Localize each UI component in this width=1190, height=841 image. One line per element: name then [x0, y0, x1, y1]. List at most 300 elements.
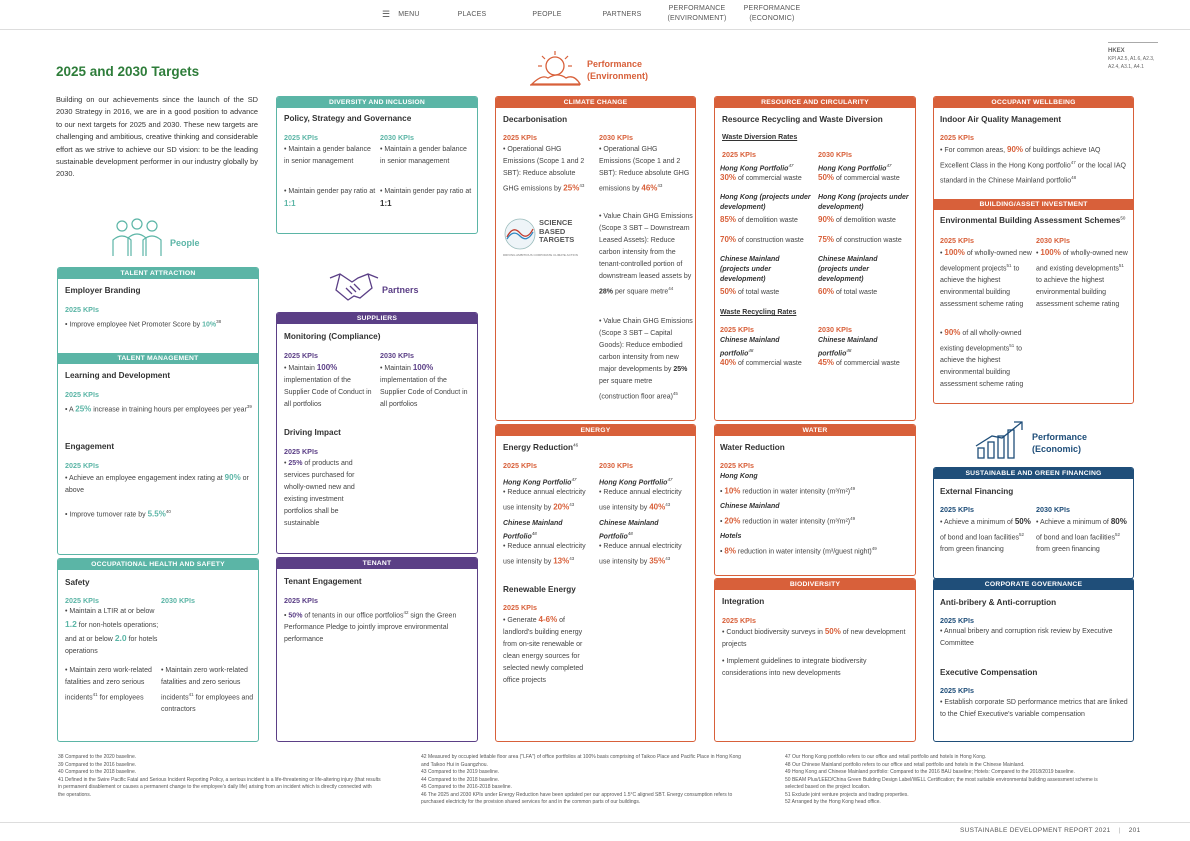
climate-box [495, 96, 696, 421]
fn-49: 49 Hong Kong and Chinese Mainland portfolio: Compared to the 2016 BAU baseline; Hotels: Compared to the 2018/2019 baseline. [785, 769, 1075, 775]
bio-a: • Conduct biodiversity surveys in [722, 629, 825, 636]
occupant-header: OCCUPANT WELLBEING [934, 97, 1133, 108]
res-v1-t: of commercial waste [736, 175, 802, 182]
suppliers-box [276, 312, 478, 554]
diversity-title: Policy, Strategy and Governance [284, 114, 412, 123]
bio-v: 50% [824, 627, 841, 636]
res-30-cm [818, 336, 890, 359]
res-v9-t: of commercial waste [736, 360, 802, 367]
intro-paragraph: Building on our achievements since the launch of the SD 2030 Strategy in 2016, we are in a good position to advance to our next targets for 2025 and 2030. These new targets are challenging and ambitious, creative thinking and considerable effort as we strive to achieve our SD vision: to be the leading sustainable development performer in our industry globally by 2030. [56, 95, 258, 179]
environment-icon [528, 48, 582, 88]
res-25-hk-kpi [720, 172, 802, 185]
energy-25-hk-kpi [503, 487, 595, 514]
ohs-ltir-v1: 1.2 [65, 619, 77, 629]
tenant-b: of tenants in our office portfolios [302, 612, 404, 620]
building-25-s: 51 [1006, 263, 1012, 268]
building-30-s: 51 [1118, 263, 1124, 268]
financing-2025-label: 2025 KPIs [940, 505, 974, 514]
talent-nps [65, 316, 255, 331]
tm-engagement-value: 90% [224, 473, 241, 482]
tenant-pledge [284, 607, 474, 646]
resource-2025-label: 2025 KPIs [722, 150, 756, 159]
energy-30-cm [599, 519, 669, 542]
nav-perf-eco[interactable] [742, 4, 802, 24]
diversity-2025-label: 2025 KPIs [284, 133, 318, 142]
climate-va: 25% [563, 183, 580, 193]
nav-partners[interactable]: PARTNERS [602, 11, 642, 18]
climate-c2: per square metre [613, 288, 669, 296]
report-footer: SUSTAINABLE DEVELOPMENT REPORT 2021 | 201 [960, 827, 1141, 834]
gov-2025-label-1: 2025 KPIs [940, 616, 974, 625]
suppliers-25-b: implementation of the Supplier Code of Conduct in all portfolios [284, 377, 372, 408]
economic-icon [974, 418, 1028, 460]
nav-menu[interactable]: MENU [398, 11, 420, 18]
tm-engagement-a: • Achieve an employee engagement index rating at [65, 475, 225, 482]
ebas-title [940, 215, 1125, 228]
energy-25-cm [503, 519, 573, 542]
gov-comp: • Establish corporate SD performance metrics that are linked to the Chief Executive's variable compensation [940, 699, 1128, 718]
energy-header: ENERGY [496, 425, 695, 436]
tm-turnover-a: • Improve turnover rate by [65, 511, 148, 519]
fn-48: 48 Our Chinese Mainland portfolio refers to our office and retail portfolio and hotels in the Chinese Mainland. [785, 761, 1025, 768]
people-icon [108, 216, 166, 260]
ohs-25-fatal-sup: 41 [92, 692, 98, 697]
sbti-line2: BASED [539, 226, 566, 236]
energy-30-cm-kpi [599, 541, 693, 568]
renewable-a: • Generate [503, 617, 539, 624]
nav-perf-env-1: PERFORMANCE [668, 5, 726, 12]
nav-people[interactable]: PEOPLE [532, 11, 562, 18]
ohs-ltir-c: for hotels operations [65, 636, 158, 655]
employer-branding-title: Employer Branding [65, 286, 141, 295]
fin-25-s: 52 [1019, 532, 1025, 537]
res-v3: 85% [720, 215, 737, 224]
energy-v1-sup: 43 [569, 502, 575, 507]
resource-2030-label-2: 2030 KPIs [818, 325, 852, 334]
climate-b: • Operational GHG Emissions (Scope 1 and 2 SBT): Reduce absolute GHG emissions by [599, 146, 690, 193]
fn-46b: purchased electricity for the provision shared services for and in the common parts of our buildings. [421, 799, 641, 805]
res-v2: 50% [818, 173, 835, 182]
energy-title-sup: 46 [573, 442, 579, 448]
menu-icon[interactable]: ☰ [382, 9, 391, 19]
climate-sd: 45 [672, 391, 678, 396]
fin-30-c: from green financing [1036, 546, 1100, 554]
energy-25-cm-sup: 48 [531, 531, 537, 536]
financing-box [933, 467, 1134, 579]
tm-2025-label-2: 2025 KPIs [65, 461, 99, 470]
suppliers-25-a: • Maintain [284, 365, 317, 372]
res-v6: 75% [818, 235, 835, 244]
res-30-hkd: Hong Kong (projects under development) [818, 194, 909, 211]
tm-training [65, 401, 255, 416]
energy-25-hk-text: Hong Kong Portfolio [503, 479, 572, 487]
diversity-25-b-text: • Maintain gender pay ratio at [284, 188, 376, 195]
climate-30-capital [599, 316, 693, 403]
waste-diversion-label: Waste Diversion Rates [722, 134, 798, 141]
nav-perf-env[interactable] [664, 4, 730, 24]
tm-engagement-b: or above [65, 475, 249, 494]
suppliers-header: SUPPLIERS [277, 313, 477, 324]
res-25-hk-t: Hong Kong Portfolio [720, 165, 789, 173]
suppliers-d: of products and services purchased for wholly-owned new and existing investment portfolios shall be sustainable [284, 460, 355, 527]
res-25-hkd: Hong Kong (projects under development) [720, 194, 811, 211]
governance-box [933, 578, 1134, 742]
energy-v2-sup: 43 [665, 502, 671, 507]
suppliers-30-v: 100% [412, 363, 434, 372]
energy-25-hk-t: • Reduce annual electricity use intensity by [503, 489, 586, 512]
fn-42b: and Taikoo Hui in Guangzhou. [421, 761, 488, 768]
financing-25-kpi [940, 516, 1032, 556]
renewable-2025-label: 2025 KPIs [503, 603, 537, 612]
ohs-25-fatal-a: • Maintain zero work-related fatalities and zero serious incidents [65, 667, 152, 702]
resource-2025-label-2: 2025 KPIs [720, 325, 754, 334]
ohs-ltir-a: • Maintain a LTIR at or below [65, 608, 155, 615]
tenant-header: TENANT [277, 558, 477, 569]
energy-30-hk-sup: 47 [667, 477, 673, 482]
talent-nps-value: 10% [202, 321, 217, 329]
building-c-s: 51 [1009, 343, 1015, 348]
talent-nps-text: • Improve employee Net Promoter Score by [65, 321, 203, 329]
tm-training-value: 25% [75, 404, 92, 414]
res-v1: 30% [720, 173, 737, 182]
energy-30-cm-t: • Reduce annual electricity use intensity by [599, 543, 682, 566]
fin-25-c: from green financing [940, 546, 1004, 554]
building-2025-label: 2025 KPIs [940, 236, 974, 245]
fn-46a: 46 The 2025 and 2030 KPIs under Energy Reduction have been updated per our approved 1.5°C aligned SBT. Energy consumption refers to [421, 791, 733, 798]
fn-51: 51 Exclude joint venture projects and trading properties. [785, 791, 909, 798]
fn-41c: the operations. [58, 791, 92, 798]
climate-30-ghg [599, 144, 691, 195]
water-v1: 10% [724, 486, 741, 496]
bio-guidelines: • Implement guidelines to integrate biodiversity considerations into new developments [722, 658, 867, 677]
energy-30-hk-text: Hong Kong Portfolio [599, 479, 668, 487]
suppliers-25-v: 100% [316, 363, 338, 372]
env-label [587, 58, 648, 82]
res-v3-t: of demolition waste [736, 217, 798, 224]
talent-attraction-header: TALENT ATTRACTION [58, 268, 258, 279]
building-30-kpi: • 100% of wholly-owned new and existing developments$^{51}$ to achieve the highest environmental building assessment scheme rating [1036, 248, 1128, 309]
ohs-ltir [65, 606, 161, 658]
res-30-hk-t: Hong Kong Portfolio [818, 165, 887, 173]
iaq-title: Indoor Air Quality Management [940, 115, 1062, 124]
res-v9: 40% [720, 358, 737, 367]
res-v4-t: of demolition waste [834, 217, 896, 224]
engagement-title: Engagement [65, 442, 115, 451]
energy-30-hk-kpi [599, 487, 693, 514]
energy-v3: 13% [553, 556, 570, 566]
fn-39: 39 Compared to the 2016 baseline. [58, 761, 137, 768]
tenant-sup: 42 [403, 610, 409, 615]
tenant-c: sign the Green Performance Pledge to jointly improve environmental performance [284, 612, 457, 644]
suppliers-c: • [284, 460, 289, 467]
financing-title: External Financing [940, 487, 1014, 496]
fin-v2: 80% [1110, 517, 1127, 526]
fn-38: 38 Compared to the 2020 baseline. [58, 754, 137, 760]
partners-label: Partners [382, 285, 419, 295]
energy-v2: 40% [649, 502, 666, 512]
res-v7-t: of total waste [736, 289, 780, 296]
climate-25-ghg [503, 144, 591, 195]
building-header: BUILDING/ASSET INVESTMENT [934, 199, 1133, 210]
ebas-title-s: 50 [1120, 215, 1126, 221]
ohs-25-fatal-b: for employees [97, 694, 144, 702]
nav-perf-env-2: (ENVIRONMENT) [667, 15, 727, 22]
building-c2: to achieve the highest environmental building assessment scheme rating [940, 345, 1024, 389]
sbti-line3: TARGETS [539, 235, 575, 244]
res-25-tw [720, 286, 779, 299]
water-v2-s: 49 [850, 516, 856, 521]
eco-label-2: (Economic) [1032, 444, 1082, 454]
energy-30-cm-sup: 48 [627, 531, 633, 536]
eco-label-1: Performance [1032, 432, 1088, 442]
gov-2025-label-2: 2025 KPIs [940, 686, 974, 695]
biodiversity-box [714, 578, 916, 742]
renewable-title: Renewable Energy [503, 585, 576, 594]
bio-b: of new development projects [722, 629, 906, 648]
climate-2030-label: 2030 KPIs [599, 133, 633, 142]
res-v4: 90% [818, 215, 835, 224]
building-c: of all wholly-owned existing developments [940, 330, 1022, 353]
tm-training-b: increase in training hours per employees per year [91, 406, 247, 414]
eco-label [1032, 431, 1087, 455]
res-30-cm-s: 48 [846, 348, 852, 353]
diversity-30-ratio: 1:1 [380, 199, 392, 208]
res-25-cm [720, 336, 792, 359]
res-v10-t: of commercial waste [834, 360, 900, 367]
climate-30-leased [599, 211, 693, 298]
fn-41b: in permanent disablement or causes a permanent change to the employee's daily life) arising from an incident which is directly connected with [58, 784, 372, 790]
antibribery-title: Anti-bribery & Anti-corruption [940, 598, 1057, 607]
gov-bribery: • Annual bribery and corruption risk review by Executive Committee [940, 628, 1113, 647]
water-hotels: Hotels [720, 533, 742, 540]
energy-2030-label: 2030 KPIs [599, 461, 633, 470]
renewable-kpi [503, 614, 595, 687]
talent-box [57, 267, 259, 555]
fn-45: 45 Compared to the 2016-2018 baseline. [421, 784, 512, 790]
bio-survey [722, 626, 912, 651]
fin-30-s: 52 [1115, 532, 1121, 537]
building-25-a2: to achieve the highest environmental building assessment scheme rating [940, 265, 1024, 309]
suppliers-sustainable [284, 458, 368, 530]
tm-engagement [65, 472, 255, 497]
res-30-cm-kpi [818, 357, 900, 370]
fn-50b: selected based on the project location. [785, 784, 871, 790]
report-name: SUSTAINABLE DEVELOPMENT REPORT 2021 [960, 827, 1111, 834]
financing-header: SUSTAINABLE AND GREEN FINANCING [934, 468, 1133, 479]
nav-places[interactable]: PLACES [457, 11, 487, 18]
governance-header: CORPORATE GOVERNANCE [934, 579, 1133, 590]
energy-30-hk-t: • Reduce annual electricity use intensity by [599, 489, 682, 512]
building-30-b: of wholly-owned new and existing developments [1036, 250, 1128, 273]
climate-d: • Value Chain GHG Emissions (Scope 3 SBT – Capital Goods): Reduce embodied carbon intensity from new major developments by [599, 318, 693, 373]
energy-v3-sup: 43 [569, 556, 575, 561]
resource-2030-label: 2030 KPIs [818, 150, 852, 159]
diversity-30-b-text: • Maintain gender pay ratio at [380, 188, 472, 195]
building-25-existing: • 90% of all wholly-owned existing developments$^{51}$ to achieve the highest environmental building assessment scheme rating [940, 328, 1024, 389]
page-title: 2025 and 2030 Targets [56, 64, 200, 79]
fn-47: 47 Our Hong Kong portfolio refers to our office and retail portfolio and hotels in Hong Kong. [785, 754, 987, 760]
footer-rule [0, 822, 1190, 823]
tm-2025-label-1: 2025 KPIs [65, 390, 99, 399]
energy-title-text: Energy Reduction [503, 443, 574, 452]
res-v5: 70% [720, 235, 737, 244]
building-25-a: of wholly-owned new development projects [940, 250, 1032, 273]
hkex-code-1: KPI A2.5, A1.6, A2.3, [1108, 56, 1155, 62]
ohs-30-fatal-sup: 41 [188, 692, 194, 697]
water-2025-label: 2025 KPIs [720, 461, 754, 470]
safety-title: Safety [65, 578, 90, 587]
renewable-b: of landlord's building energy from on-site renewable or clean energy sources for selected newly completed office projects [503, 617, 584, 684]
suppliers-2025-label: 2025 KPIs [284, 351, 318, 360]
ohs-30-fatal-a: • Maintain zero work-related fatalities and zero serious incidents [161, 667, 248, 702]
diversity-30-a: • Maintain a gender balance in senior management [380, 146, 467, 165]
ohs-header: OCCUPATIONAL HEALTH AND SAFETY [58, 559, 258, 570]
iaq-c: or the local IAQ standard in the Chinese Mainland portfolio [940, 162, 1126, 185]
diversity-25-ratio: 1:1 [284, 199, 296, 208]
climate-a: • Operational GHG Emissions (Scope 1 and 2 SBT): Reduce absolute GHG emissions by [503, 146, 585, 193]
water-v3-t: reduction in water intensity (m³/guest night) [735, 548, 872, 556]
res-25-cm-s: 48 [748, 348, 754, 353]
water-v3: 8% [724, 546, 736, 556]
fn-41a: 41 Defined in the Swire Pacific Fatal and Serious Incident Reporting Policy, a serious incident is a life-threatening or life-altering injury (that results [58, 776, 381, 783]
diversity-box [276, 96, 478, 234]
res-25-cm-t: Chinese Mainland portfolio [720, 337, 780, 358]
nav-perf-eco-2: (ECONOMIC) [749, 15, 795, 22]
tm-turnover-value: 5.5% [147, 509, 166, 519]
climate-c: • Value Chain GHG Emissions (Scope 3 SBT – Downstream Leased Assets): Reduce carbon intensity from the tenant-controlled portion of downstream leased assets by [599, 213, 693, 280]
water-cm-kpi: • 20% reduction in water intensity $(m^3/m^2)^{49}$ [720, 516, 856, 526]
talent-2025-label: 2025 KPIs [65, 305, 99, 314]
building-v3: 90% [944, 328, 961, 337]
handshake-icon [328, 268, 380, 304]
water-box [714, 424, 916, 576]
tenant-box [276, 557, 478, 742]
occupant-2025-label: 2025 KPIs [940, 133, 974, 142]
building-30-a2: to achieve the highest environmental building assessment scheme rating [1036, 277, 1120, 309]
renewable-v: 4-6% [538, 615, 558, 624]
res-v8: 60% [818, 287, 835, 296]
ohs-2030-label: 2030 KPIs [161, 596, 195, 605]
people-label: People [170, 238, 200, 248]
tm-training-a: • A [65, 406, 76, 414]
iaq-b: of buildings achieve IAQ Excellent Class in the Hong Kong portfolio [940, 147, 1101, 170]
env-label-2: (Environment) [587, 71, 649, 81]
iaq-kpi [940, 144, 1130, 188]
hkex-code-2: A2.4, A3.1, A4.1 [1108, 64, 1144, 70]
top-nav [0, 0, 1190, 30]
env-label-1: Performance [587, 59, 643, 69]
climate-vd: 25% [673, 366, 688, 373]
res-v7: 50% [720, 287, 737, 296]
res-v6-t: of construction waste [834, 237, 902, 244]
resource-box [714, 96, 916, 421]
water-cm: Chinese Mainland [720, 503, 780, 510]
climate-vc: 28% [599, 288, 614, 296]
fn-40: 40 Compared to the 2018 baseline. [58, 769, 137, 775]
occupant-box [933, 96, 1134, 404]
fn-43: 43 Compared to the 2019 baseline. [421, 769, 500, 775]
ohs-30-fatal-b: for employees and contractors [161, 694, 254, 714]
res-v5-t: of construction waste [736, 237, 804, 244]
driving-impact-title: Driving Impact [284, 428, 341, 437]
climate-header: CLIMATE CHANGE [496, 97, 695, 108]
sbti-wave-icon [503, 217, 537, 251]
energy-v4: 35% [649, 556, 666, 566]
res-30-cmd: Chinese Mainland (projects under development) [818, 256, 878, 283]
climate-sa: 43 [579, 183, 585, 188]
tm-turnover [65, 506, 255, 521]
monitoring-title: Monitoring (Compliance) [284, 332, 381, 341]
water-hotels-kpi: • 8% reduction in water intensity (m³/guest night)$^{49}$ [720, 546, 877, 556]
diversity-25-a: • Maintain a gender balance in senior management [284, 146, 371, 165]
sbti-text [539, 219, 574, 245]
decarbonisation-title: Decarbonisation [503, 115, 568, 124]
hkex-ref [1108, 42, 1158, 71]
building-25-kpi: • 100% of wholly-owned new development projects$^{51}$ to achieve the highest environmental building assessment scheme rating [940, 248, 1032, 309]
water-header: WATER [715, 425, 915, 436]
exec-comp-title: Executive Compensation [940, 668, 1038, 677]
res-30-tw [818, 286, 877, 299]
res-v10: 45% [818, 358, 835, 367]
iaq-s1: 47 [1070, 160, 1076, 165]
iaq-s2: 48 [1071, 175, 1077, 181]
suppliers-2030-label: 2030 KPIs [380, 351, 414, 360]
water-hk-kpi: • 10% reduction in water intensity $(m^3/m^2)^{49}$ [720, 486, 856, 496]
fn-44: 44 Compared to the 2018 baseline. [421, 776, 500, 783]
fin-v1: 50% [1014, 517, 1031, 526]
suppliers-30-code [380, 362, 474, 411]
res-30-hk-kpi [818, 172, 900, 185]
energy-box [495, 424, 696, 742]
sbti-line1: SCIENCE [539, 218, 573, 227]
suppliers-25-code [284, 362, 374, 411]
building-2030-label: 2030 KPIs [1036, 236, 1070, 245]
climate-sb: 43 [657, 183, 663, 188]
water-v1-t: reduction in water intensity (m³/m²) [740, 488, 851, 496]
res-25-hk-s: 47 [788, 163, 794, 168]
energy-v1: 20% [553, 502, 570, 512]
fn-42a: 42 Measured by occupied lettable floor area ("LFA") of office portfolios at 100% basis comprising of Taikoo Place and Pacific Place in Hong Kong [421, 754, 741, 760]
tenant-v: 50% [288, 612, 303, 620]
energy-25-cm-kpi [503, 541, 595, 568]
res-25-cmd: Chinese Mainland (projects under development) [720, 256, 780, 283]
res-30-dem [818, 214, 896, 227]
ohs-25-fatal [65, 665, 153, 704]
building-25-v: 100% [944, 248, 965, 257]
res-v8-t: of total waste [834, 289, 878, 296]
water-v2-t: reduction in water intensity (m³/m²) [740, 518, 851, 526]
energy-2025-label: 2025 KPIs [503, 461, 537, 470]
res-25-cm-kpi [720, 357, 802, 370]
water-v2: 20% [724, 516, 741, 526]
resource-header: RESOURCE AND CIRCULARITY [715, 97, 915, 108]
page-number: 201 [1128, 827, 1141, 834]
resource-title: Resource Recycling and Waste Diversion [722, 115, 883, 124]
res-25-dem [720, 214, 798, 227]
tenant-a: • [284, 612, 289, 620]
energy-v4-sup: 43 [665, 556, 671, 561]
building-30-v: 100% [1040, 248, 1061, 257]
suppliers-30-b: implementation of the Supplier Code of Conduct in all portfolios [380, 377, 468, 408]
energy-25-hk-sup: 47 [571, 477, 577, 482]
diversity-30-b [380, 186, 472, 211]
fin-30-a: • Achieve a minimum of [1036, 519, 1111, 526]
hkex-label: HKEX [1108, 48, 1125, 54]
ebas-title-t: Environmental Building Assessment Schemes [940, 216, 1121, 225]
bio-2025-label: 2025 KPIs [722, 616, 756, 625]
talent-nps-sup: 38 [216, 319, 222, 324]
tenant-title: Tenant Engagement [284, 577, 362, 586]
